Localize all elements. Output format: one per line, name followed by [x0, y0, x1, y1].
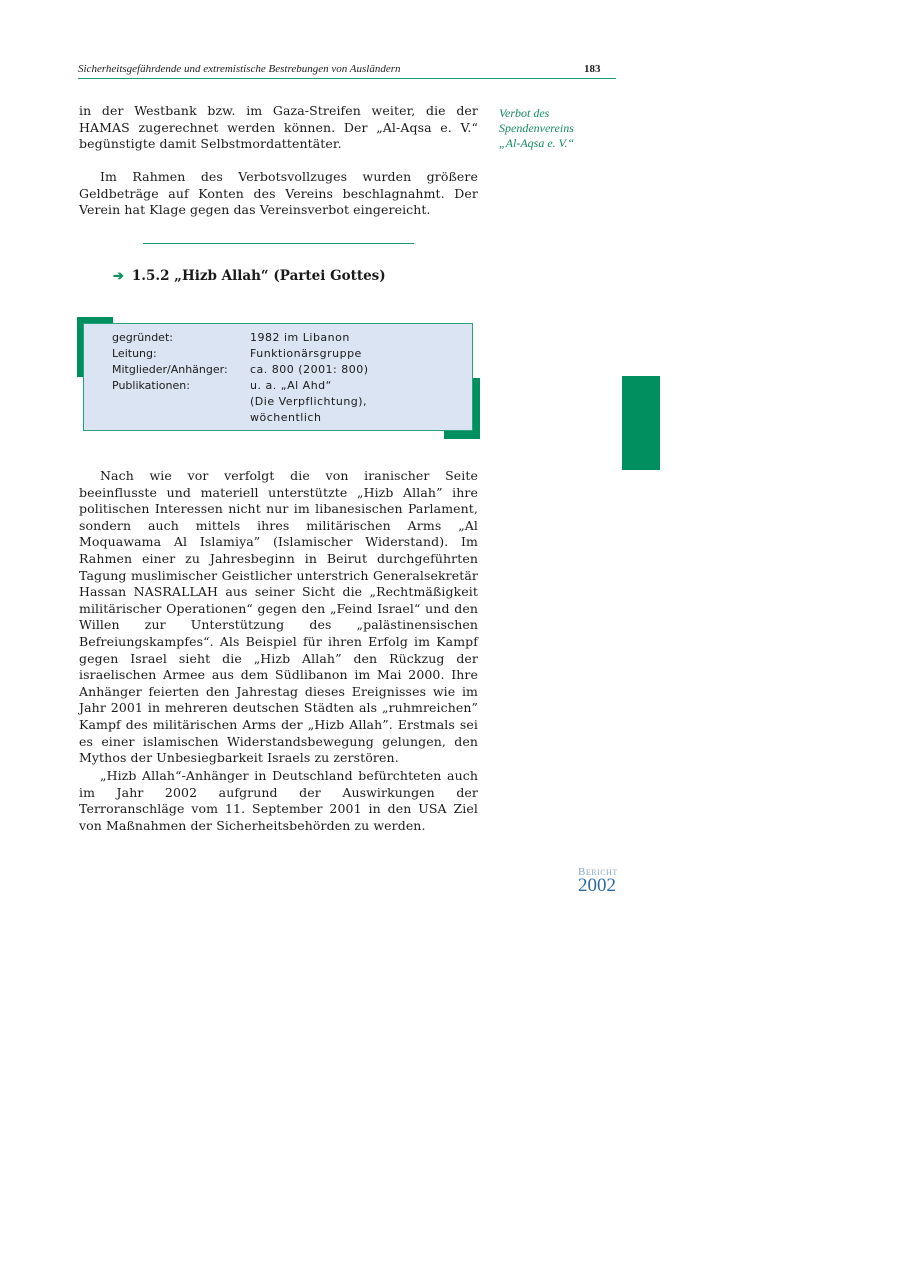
bericht-logo — [578, 866, 638, 894]
info-row — [112, 330, 450, 346]
info-label: Publikationen: — [112, 379, 190, 392]
side-accent-bar — [622, 376, 660, 470]
info-value-line: u. a. „Al Ahd“ — [250, 379, 332, 392]
info-value — [250, 330, 450, 346]
page-number: 183 — [584, 63, 601, 75]
logo-year: 2002 — [578, 875, 616, 896]
section-divider — [143, 243, 414, 244]
info-value-line: ca. 800 (2001: 800) — [250, 363, 369, 376]
margin-note-line: „Al-Aqsa e. V.“ — [499, 136, 575, 150]
info-box — [83, 323, 473, 431]
info-value-line: wöchentlich — [250, 411, 322, 424]
info-row — [112, 378, 450, 426]
info-value — [250, 346, 450, 362]
info-row — [112, 346, 450, 362]
info-label: gegründet: — [112, 331, 173, 344]
margin-note — [499, 106, 619, 151]
info-label: Leitung: — [112, 347, 157, 360]
info-value — [250, 378, 450, 426]
margin-note-line: Verbot des — [499, 106, 550, 120]
logo-word: Bericht — [578, 866, 618, 878]
body-paragraph: Im Rahmen des Verbotsvollzuges wurden größere Geldbeträge auf Konten des Vereins beschlagnahmt. Der Verein hat Klage gegen das Vereinsverbot eingereicht. — [79, 169, 478, 218]
margin-note-line: Spendenvereins — [499, 121, 574, 135]
arrow-right-icon: ➔ — [113, 269, 124, 284]
info-value-line: 1982 im Libanon — [250, 331, 350, 344]
info-value-line: (Die Verpflichtung), — [250, 395, 368, 408]
running-header-title: Sicherheitsgefährdende und extremistische Bestrebungen von Ausländern — [78, 63, 401, 75]
section-heading-text: 1.5.2 „Hizb Allah“ (Partei Gottes) — [131, 268, 386, 284]
info-row — [112, 362, 450, 378]
info-label: Mitglieder/Anhänger: — [112, 363, 228, 376]
section-heading — [113, 268, 386, 284]
info-value-line: Funktionärsgruppe — [250, 347, 362, 360]
body-paragraph: „Hizb Allah“-Anhänger in Deutschland befürchteten auch im Jahr 2002 aufgrund der Auswirkungen der Terroranschläge vom 11. September 2001 in den USA Ziel von Maßnahmen der Sicherheitsbehörden zu werden. — [79, 768, 478, 833]
running-header — [78, 62, 616, 79]
info-value — [250, 362, 450, 378]
body-paragraph: in der Westbank bzw. im Gaza-Streifen weiter, die der HAMAS zugerechnet werden können. Der „Al-Aqsa e. V.“ begünstigte damit Selbstmordattentäter. — [79, 103, 478, 152]
body-paragraph: Nach wie vor verfolgt die von iranischer Seite beeinflusste und materiell unterstützte „Hizb Allah” ihre politischen Interessen nicht nur im libanesischen Parlament, sondern auch mittels ihres militärischen Arms „Al Moquawama Al Islamiya” (Islamischer Widerstand). Im Rahmen einer zu Jahresbeginn in Beirut durchgeführten Tagung muslimischer Geistlicher unterstrich Generalsekretär Hassan NASRALLAH aus seiner Sicht die „Rechtmäßigkeit militärischer Operationen“ gegen den „Feind Israel“ und den Willen zur Unterstützung des „palästinensischen Befreiungskampfes“. Als Beispiel für ihren Erfolg im Kampf gegen Israel sieht die „Hizb Allah” den Rückzug der israelischen Armee aus dem Südlibanon im Mai 2000. Ihre Anhänger feierten den Jahrestag dieses Ereignisses wie im Jahr 2001 in mehreren deutschen Städten als „ruhmreichen” Kampf des militärischen Arms der „Hizb Allah”. Erstmals sei es einer islamischen Widerstandsbewegung gelungen, den Mythos der Unbesiegbarkeit Israels zu zerstören. — [79, 468, 478, 766]
